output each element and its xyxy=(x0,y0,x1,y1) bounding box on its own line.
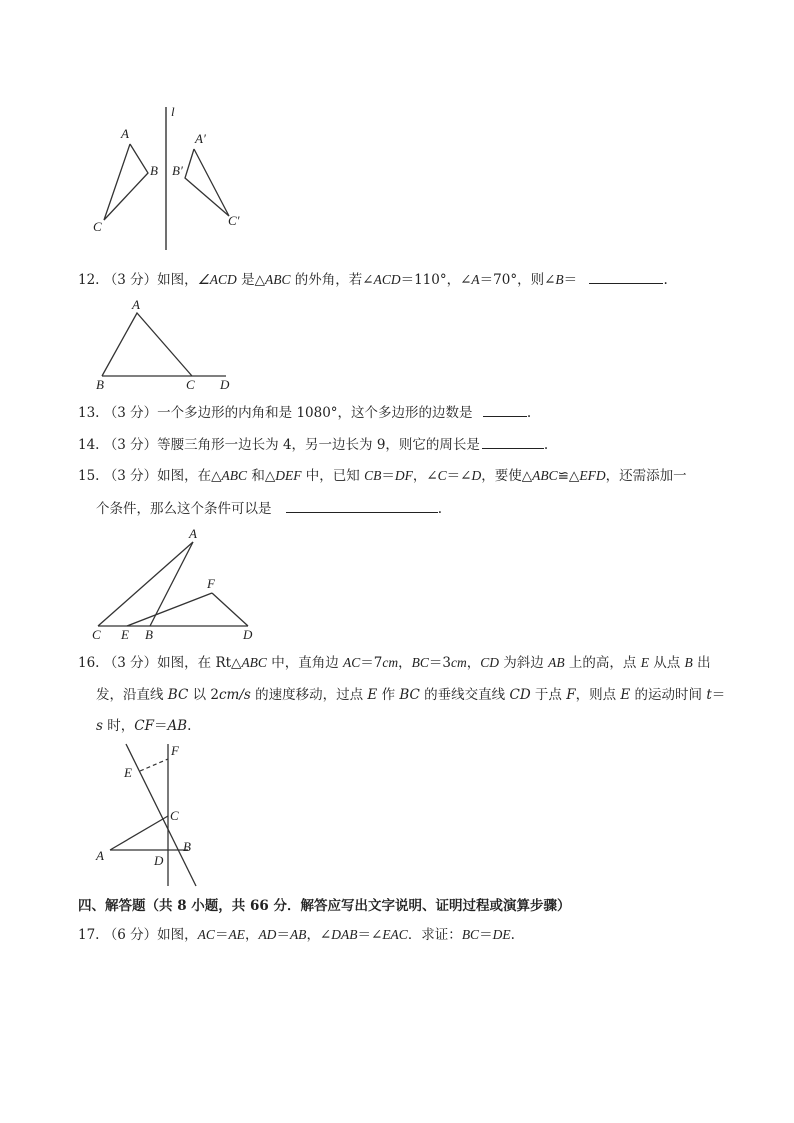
question-text: AB xyxy=(167,718,188,734)
question-text: 的速度移动，过点 xyxy=(250,687,368,703)
question-text: 中，直角边 xyxy=(266,655,344,671)
question-text: AC xyxy=(197,927,215,942)
question-text: E xyxy=(367,687,378,703)
question-text: ＝70°，则∠ xyxy=(479,272,556,288)
question-text: B xyxy=(684,655,693,670)
question-text: ＝ xyxy=(711,687,726,703)
question-text: C xyxy=(437,468,447,483)
question-text: . xyxy=(543,437,549,453)
question-17 xyxy=(78,925,515,945)
question-text: ＝∠ xyxy=(446,468,472,484)
question-text: ＝3 xyxy=(428,655,451,671)
question-text: （6 分）如图， xyxy=(103,927,198,943)
figure-congruent-triangles xyxy=(88,526,268,642)
answer-blank[interactable] xyxy=(589,269,663,284)
question-text: ＝ xyxy=(214,927,229,943)
question-text: BC xyxy=(399,687,420,703)
label-B: B xyxy=(183,839,191,854)
label-B: B xyxy=(96,377,104,392)
label-A: A xyxy=(189,526,197,541)
question-text: （3 分）如图，在 Rt△ xyxy=(103,655,242,671)
question-text: . xyxy=(437,501,443,517)
question-text: 的运动时间 xyxy=(630,687,707,703)
question-text: s xyxy=(96,718,103,734)
question-text: （3 分）如图，在△ xyxy=(103,468,222,484)
label-C: C xyxy=(92,627,101,642)
segment-ca xyxy=(98,542,193,626)
question-16 xyxy=(78,653,711,673)
label-C: C xyxy=(186,377,195,392)
label-B-prime: B′ xyxy=(172,163,183,178)
label-B: B xyxy=(150,163,158,178)
label-B: B xyxy=(145,627,153,642)
question-text: cm/s xyxy=(218,687,251,703)
question-text: . xyxy=(526,405,532,421)
question-text: 个条件，那么这个条件可以是 xyxy=(96,501,272,517)
question-text: ，∠ xyxy=(412,468,438,484)
question-text: 以 2 xyxy=(188,687,219,703)
question-16-line-3 xyxy=(96,716,191,736)
question-text: ＝7 xyxy=(360,655,383,671)
question-text: DE xyxy=(492,927,511,942)
question-text: BC xyxy=(167,687,189,703)
label-l: l xyxy=(171,104,175,119)
question-text: ABC xyxy=(221,468,248,483)
question-15-line-2 xyxy=(96,498,442,519)
question-text: EAC xyxy=(382,927,408,942)
question-text: ， xyxy=(244,927,259,943)
question-text: ∠ACD xyxy=(197,272,237,287)
question-text: B xyxy=(555,272,564,287)
question-text: CD xyxy=(509,687,531,703)
segment-ef-dashed xyxy=(140,759,168,771)
question-text: cm xyxy=(451,655,467,670)
label-E: E xyxy=(121,627,129,642)
question-text: EFD xyxy=(579,468,606,483)
question-text: 和△ xyxy=(247,468,276,484)
question-text: CB xyxy=(364,468,382,483)
question-text: ， xyxy=(466,655,481,671)
question-text: （3 分）一个多边形的内角和是 1080°，这个多边形的边数是 xyxy=(103,405,473,421)
figure-reflection xyxy=(88,100,248,255)
label-D: D xyxy=(154,853,164,868)
question-text: cm xyxy=(382,655,399,670)
question-text: 出 xyxy=(692,655,711,671)
label-A-prime: A′ xyxy=(195,131,206,146)
question-text: ABC xyxy=(241,655,267,670)
label-F: F xyxy=(207,576,215,591)
question-text: ABC xyxy=(264,272,291,287)
question-text: （3 分）如图， xyxy=(103,272,198,288)
question-text: t xyxy=(706,687,712,703)
question-text: 中，已知 xyxy=(301,468,365,484)
figure-exterior-angle xyxy=(88,296,248,392)
question-text: 发，沿直线 xyxy=(96,687,168,703)
question-text: E xyxy=(640,655,649,670)
question-text: . xyxy=(187,718,192,734)
question-text: A xyxy=(471,272,480,287)
question-15 xyxy=(78,466,687,486)
label-A: A xyxy=(132,297,140,312)
question-text: DF xyxy=(394,468,413,483)
question-text: E xyxy=(620,687,631,703)
question-number: 13. xyxy=(78,405,100,421)
section-heading: 四、解答题（共 8 小题，共 66 分．解答应写出文字说明、证明过程或演算步骤） xyxy=(78,898,571,914)
question-text: . xyxy=(663,272,668,288)
question-text: ＝110°，∠ xyxy=(400,272,472,288)
label-F: F xyxy=(171,743,179,758)
question-text: CF xyxy=(134,718,154,734)
answer-blank[interactable] xyxy=(286,498,438,513)
question-text: 从点 xyxy=(648,655,685,671)
question-text: BC xyxy=(461,927,480,942)
question-text: ＝ xyxy=(479,927,493,943)
answer-blank[interactable] xyxy=(482,434,544,449)
answer-blank[interactable] xyxy=(483,402,527,417)
question-text: ＝∠ xyxy=(357,927,383,943)
triangle-abc xyxy=(102,313,192,376)
question-text: ， xyxy=(398,655,412,671)
question-text: D xyxy=(471,468,482,483)
question-text: BC xyxy=(411,655,429,670)
question-text: ，则点 xyxy=(575,687,621,703)
question-number: 12. xyxy=(78,272,100,288)
question-text: 是△ xyxy=(236,272,265,288)
question-text: AC xyxy=(343,655,361,670)
question-text: ≌△ xyxy=(557,468,580,484)
question-text: ，还需添加一 xyxy=(605,468,687,484)
question-text: ＝ xyxy=(563,272,578,288)
label-A: A xyxy=(96,848,104,863)
question-text: AE xyxy=(228,927,245,942)
question-number: 15. xyxy=(78,468,100,484)
question-text: （3 分）等腰三角形一边长为 4，另一边长为 9，则它的周长是 xyxy=(103,437,480,453)
segment-ab xyxy=(150,542,193,626)
question-text: 于点 xyxy=(530,687,567,703)
question-text: 时， xyxy=(102,718,135,734)
triangle-abc xyxy=(104,144,148,220)
question-text: AB xyxy=(548,655,565,670)
question-text: 上的高，点 xyxy=(564,655,641,671)
segment-fd xyxy=(212,593,248,626)
question-text: ABC xyxy=(532,468,558,483)
segment-ac xyxy=(110,816,168,850)
question-14 xyxy=(78,434,548,455)
label-C: C xyxy=(170,808,179,823)
question-text: ．求证： xyxy=(407,927,462,943)
question-number: 14. xyxy=(78,437,100,453)
question-text: . xyxy=(510,927,515,943)
triangle-abc-prime xyxy=(185,149,229,216)
question-16-line-2 xyxy=(96,685,725,705)
label-D: D xyxy=(243,627,253,642)
question-text: ＝ xyxy=(276,927,290,943)
question-text: 作 xyxy=(377,687,400,703)
segment-ef xyxy=(127,593,212,626)
question-13 xyxy=(78,402,531,423)
label-C: C xyxy=(93,219,102,234)
question-text: 为斜边 xyxy=(499,655,549,671)
question-text: DEF xyxy=(275,468,302,483)
question-text: AD xyxy=(258,927,277,942)
question-text: ＝ xyxy=(381,468,395,484)
question-text: F xyxy=(566,687,576,703)
question-text: ，要使△ xyxy=(481,468,533,484)
question-text: ＝ xyxy=(153,718,168,734)
question-12 xyxy=(78,269,668,290)
label-A: A xyxy=(121,126,129,141)
question-text: ACD xyxy=(373,272,401,287)
question-text: DAB xyxy=(331,927,358,942)
question-text: CD xyxy=(480,655,500,670)
question-text: AB xyxy=(289,927,307,942)
question-number: 17. xyxy=(78,927,100,943)
label-D: D xyxy=(220,377,230,392)
question-number: 16. xyxy=(78,655,100,671)
label-E: E xyxy=(124,765,132,780)
question-text: 的垂线交直线 xyxy=(419,687,510,703)
question-text: ，∠ xyxy=(306,927,332,943)
question-text: 的外角，若∠ xyxy=(290,272,374,288)
figure-right-triangle xyxy=(88,740,208,888)
label-C-prime: C′ xyxy=(228,213,240,228)
